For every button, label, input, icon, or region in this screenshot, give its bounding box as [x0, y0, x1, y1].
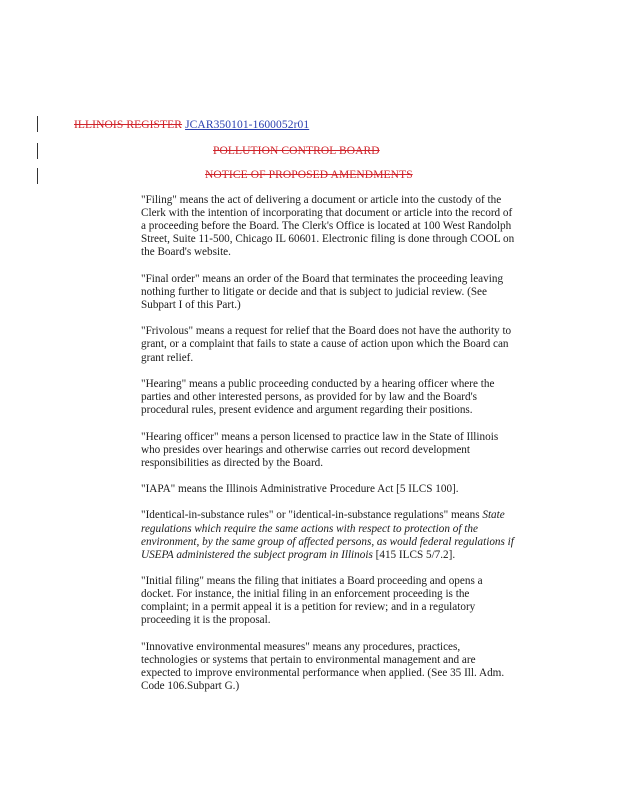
- definition-hearing: "Hearing" means a public proceeding conducted by a hearing officer where the parties and other interested persons, as provided for by law and the Board's procedural rules, present evidence and argument regarding their positions.: [141, 377, 495, 417]
- change-bar: [37, 168, 38, 184]
- definitions-body: [141, 194, 515, 706]
- board-name-struck: POLLUTION CONTROL BOARD: [213, 145, 380, 157]
- definition-filing: "Filing" means the act of delivering a document or article into the custody of the Clerk with the intention of incorporating that document or article into the record of a proceeding before the Board. The Clerk's Office is located at 100 West Randolph Street, Suite 11-500, Chicago IL 60601. Electronic filing is done through COOL on the Board's website.: [141, 194, 515, 259]
- definition-frivolous: "Frivolous" means a request for relief that the Board does not have the authority to grant, or a complaint that fails to state a cause of action upon which the Board can grant relief.: [141, 325, 512, 364]
- jcar-code-text: JCAR350101-1600052r01: [185, 119, 310, 131]
- change-bar: [37, 143, 38, 159]
- definition-hearing-officer: "Hearing officer" means a person licensed to practice law in the State of Illinois who presides over hearings and otherwise carries out record development responsibilities as directed by the Board.: [141, 430, 499, 469]
- definition-identical-in-substance: [141, 509, 515, 561]
- notice-title-struck: NOTICE OF PROPOSED AMENDMENTS: [205, 169, 413, 181]
- change-bar: [37, 116, 38, 132]
- register-struck-text: ILLINOIS REGISTER: [74, 119, 183, 131]
- definition-iapa: "IAPA" means the Illinois Administrative Procedure Act [5 ILCS 100].: [141, 483, 459, 496]
- identical-statutory-text: State regulations which require the same actions with respect to protection of the environment, by the same group of affected persons, as would federal regulations if USEPA administered the subject program in Illinois: [141, 509, 514, 561]
- identical-prefix: "Identical-in-substance rules" or "identical-in-substance regulations" means: [141, 509, 483, 522]
- definition-innovative-measures: "Innovative environmental measures" means any procedures, practices, technologies or systems that pertain to environmental management and are expected to improve environmental performance when applied. (See 35 Ill. Adm. Code 106.Subpart G.): [141, 640, 505, 693]
- register-line: [74, 119, 309, 131]
- definition-final-order: "Final order" means an order of the Board that terminates the proceeding leaving nothing further to litigate or decide and that is subject to judicial review. (See Subpart I of this Part.): [141, 272, 504, 311]
- definition-initial-filing: "Initial filing" means the filing that initiates a Board proceeding and opens a docket. For instance, the initial filing in an enforcement proceeding is the complaint; in a permit appeal it is a petition for review; and in a regulatory proceeding it is the proposal.: [141, 575, 483, 627]
- identical-citation: [415 ILCS 5/7.2].: [372, 548, 456, 561]
